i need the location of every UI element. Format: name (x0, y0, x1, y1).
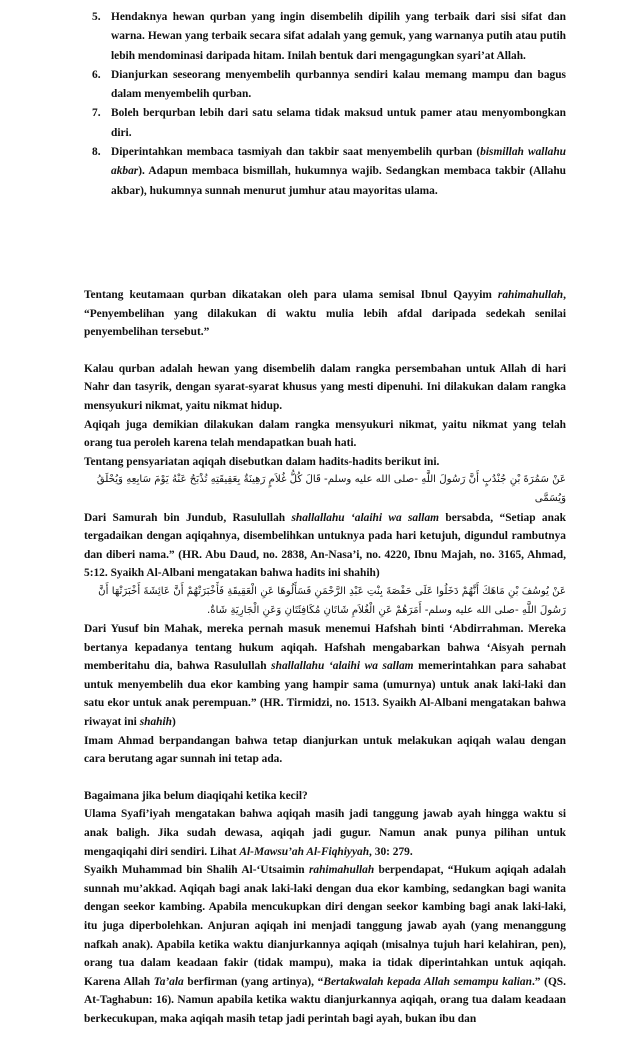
list-text-italic: bismillah wallahu akbar (111, 146, 566, 178)
paragraph-ulama (84, 805, 566, 861)
main-text (84, 286, 566, 1029)
paragraph-nahr: Kalau qurban adalah hewan yang disembelih dalam rangka persembahan untuk Allah di hari Nahr dan tasyrik, dengan syarat-syarat khusus yang mesti dipenuhi. Ini dilakukan dalam rangka mensyukuri nikmat, yaitu nikmat hidup. (84, 362, 566, 412)
list-number: 6. (92, 68, 101, 81)
italic-run: Bertakwalah kepada Allah semampu kalian (323, 975, 532, 988)
paragraph-hadits-intro: Tentang pensyariatan aqiqah disebutkan dalam hadits-hadits berikut ini. (84, 455, 440, 468)
italic-run: rahimahullah (497, 289, 564, 301)
list-text: Hendaknya hewan qurban yang ingin disembelih dipilih yang terbaik dari sisi sifat dan warna. Hewan yang terbaik secara sifat adalah yang gemuk, yang warnanya putih atau putih lebih mendominasi daripada hitam. Inilah bentuk dari mengagungkan syari’at Allah. (111, 11, 566, 62)
paragraph-samurah (84, 509, 566, 583)
arabic-hadith-1: عَنْ سَمُرَةَ بْنِ جُنْدُبٍ أَنَّ رَسُولَ اللَّهِ -صلى الله عليه وسلم- قَالَ كُلُّ غُلاَمٍ رَهِينَةٌ بِعَقِيقَتِهِ تُذْبَحُ عَنْهُ يَوْمَ سَابِعِهِ وَيُحْلَقُ وَيُسَمَّى (96, 474, 566, 504)
text-run: Syaikh Muhammad bin Shalih Al-‘Utsaimin (84, 864, 309, 877)
text-run: berfirman (yang artinya), “ (183, 975, 324, 988)
text-run: Dari Yusuf bin Mahak, mereka pernah masuk menemui Hafshah binti ‘Abdirrahman. Mereka bertanya kepadanya tentang hukum aqiqah. Hafshah mengabarkan bahwa ‘Aisyah pernah memberitahu dia, bahwa Rasulullah (84, 623, 566, 673)
text-run: berpendapat, “Hukum aqiqah adalah sunnah mu’akkad. Aqiqah bagi anak laki-laki dengan dua ekor kambing, sedangkan bagi wanita dengan seekor kambing. Apabila mencukupkan diri dengan seekor kambing bagi anak laki-laki, itu juga diperbolehkan. Anjuran aqiqah ini menjadi tanggung jawab ayah (yang menanggung nafkah anak). Apabila ketika waktu dianjurkannya aqiqah (misalnya tujuh hari kelahiran, pen), orang tua dalam keadaan fakir (tidak mampu), maka ia tidak diperintahkan untuk aqiqah. Karena Allah (84, 864, 567, 988)
text-run: Ulama Syafi’iyah mengatakan bahwa aqiqah masih jadi tanggung jawab ayah hingga waktu si anak baligh. Jika sudah dewasa, aqiqah jadi gugur. Namun anak punya pilihan untuk mengaqiqahi diri sendiri. Lihat (84, 808, 566, 858)
list-item (84, 8, 566, 66)
spacer (84, 769, 566, 787)
spacer (84, 342, 566, 360)
list-text: Boleh berqurban lebih dari satu selama tidak maksud untuk pamer atau menyombongkan diri. (111, 107, 566, 139)
paragraph-utsaimin (84, 861, 566, 1028)
list-text-start: Diperintahkan membaca tasmiyah dan takbir saat menyembelih qurban ( (111, 146, 481, 159)
paragraph-aqiqah: Aqiqah juga demikian dilakukan dalam rangka mensyukuri nikmat, yaitu nikmat yang telah orang tua peroleh karena telah mendapatkan buah hati. (84, 418, 566, 450)
question-heading: Bagaimana jika belum diaqiqahi ketika kecil? (84, 789, 308, 802)
italic-run: shallallahu ‘alaihi wa sallam (271, 660, 414, 673)
italic-run: shahih (139, 716, 172, 729)
paragraph-ahmad: Imam Ahmad berpandangan bahwa tetap dianjurkan untuk melakukan aqiqah walau dengan cara berutang agar sunnah ini tetap ada. (84, 734, 566, 766)
text-run: bersabda, “Setiap anak tergadaikan dengan aqiqahnya, disembelihkan untuknya pada hari ketujuh, digundul rambutnya dan diberi nama.” (HR. Abu Daud, no. 2838, An-Nasa’i, no. 4220, Ibnu Majah, no. 3165, Ahmad, 5:12. Syaikh Al-Albani mengatakan bahwa hadits ini shahih) (84, 511, 566, 580)
list-item (84, 143, 566, 201)
text-run: .” (QS. At-Taghabun: 16). Namun apabila ketika waktu dianjurkannya aqiqah, orang tua dalam keadaan berkecukupan, maka aqiqah masih tetap jadi perintah bagi ayah, bukan ibu dan (84, 975, 566, 1025)
list-number: 5. (92, 11, 101, 23)
text-run: ) (172, 716, 176, 729)
paragraph-yusuf (84, 620, 566, 732)
italic-run: shallallahu ‘alaihi wa sallam (291, 511, 440, 524)
numbered-list (84, 8, 566, 201)
italic-run: rahimahullah (308, 864, 375, 877)
text-run: memerintahkan para sahabat untuk menyembelih dua ekor kambing yang hampir sama (umurnya) untuk anak laki-laki dan satu ekor untuk anak perempuan.” (HR. Tirmidzi, no. 1513. Syaikh Al-Albani mengatakan bahwa riwayat ini (84, 660, 567, 729)
list-text: Dianjurkan seseorang menyembelih qurbannya sendiri kalau memang mampu dan bagus dalam menyembelih qurban. (111, 68, 566, 101)
italic-run: Al-Mawsu’ah Al-Fiqhiyyah (239, 845, 370, 858)
list-number: 8. (92, 146, 101, 159)
list-text-end: ). Adapun membaca bismillah, hukumnya wajib. Sedangkan membaca takbir (Allahu akbar), hukumnya sunnah menurut jumhur atau mayoritas ulama. (111, 165, 566, 197)
list-item (84, 66, 566, 105)
paragraph-qayyim (84, 286, 566, 342)
text-run: , 30: 279. (369, 845, 413, 858)
text-run: , “Penyembelihan yang dilakukan di waktu mulia lebih afdal daripada sedekah senilai penyembelihan tersebut.” (84, 289, 566, 339)
text-run: Dari Samurah bin Jundub, Rasulullah (84, 511, 292, 524)
italic-run: Ta’ala (153, 975, 184, 988)
arabic-hadith-2: عَنْ يُوسُفَ بْنِ مَاهَكَ أَنَّهُمْ دَخَلُوا عَلَى حَفْصَةَ بِنْتِ عَبْدِ الرَّحْمَنِ فَسَأَلُوهَا عَنِ الْعَقِيقَةِ فَأَخْبَرَتْهُمْ أَنَّ عَائِشَةَ أَخْبَرَتْهَا أَنَّ رَسُولَ اللَّهِ -صلى الله عليه وسلم- أَمَرَهُمْ عَنِ الْغُلاَمِ شَاتَانِ مُكَافِئَتَانِ وَعَنِ الْجَارِيَةِ شَاةٌ. (98, 585, 566, 616)
list-number: 7. (92, 107, 101, 120)
list-item (84, 104, 566, 143)
text-run: Tentang keutamaan qurban dikatakan oleh para ulama semisal Ibnul Qayyim (84, 289, 492, 301)
